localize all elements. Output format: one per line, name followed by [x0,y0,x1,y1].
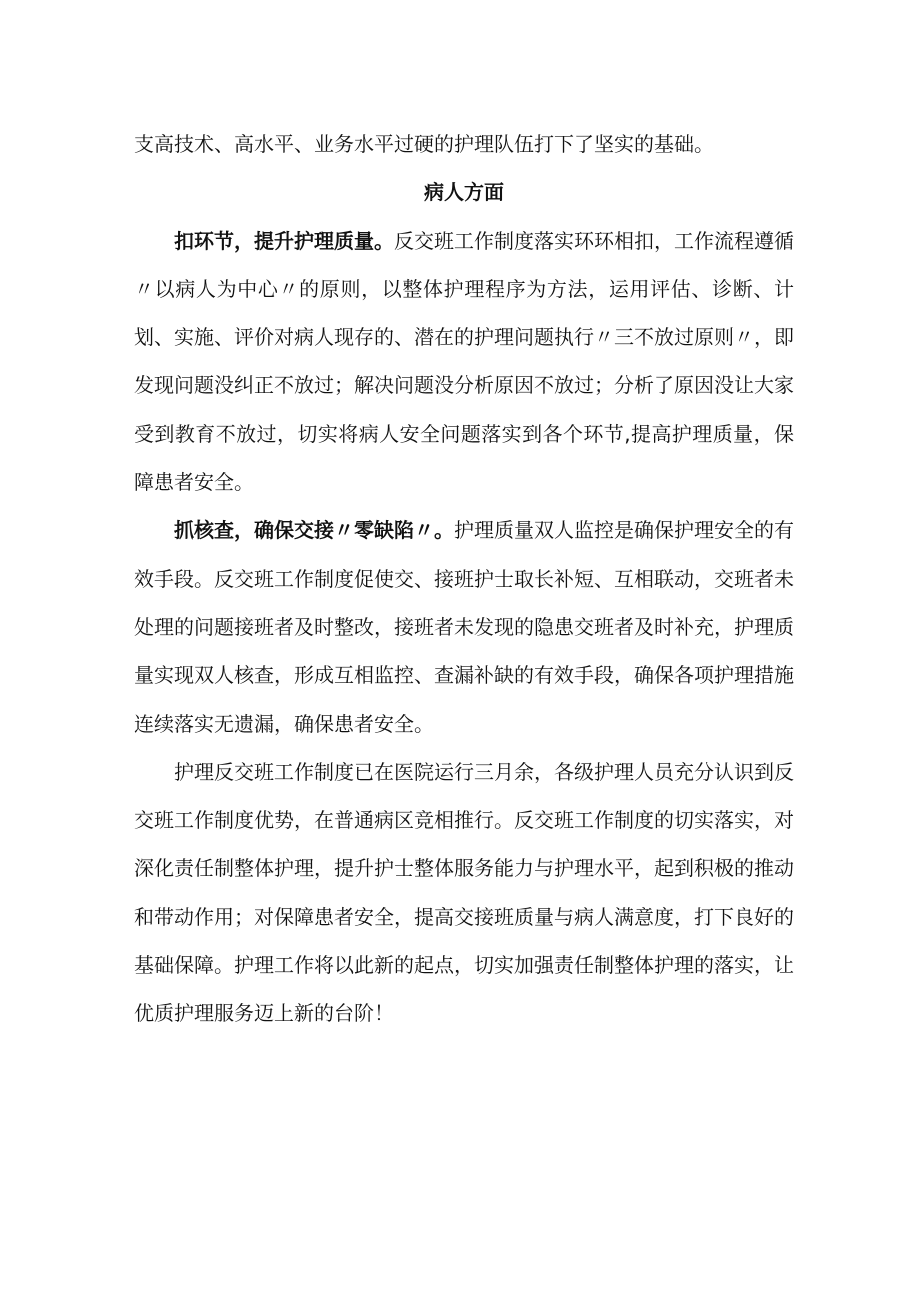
paragraph-lead: 抓核查，确保交接〃零缺陷〃。 [174,518,454,543]
document-body [134,120,794,1038]
continuation-text: 支高技术、高水平、业务水平过硬的护理队伍打下了坚实的基础。 [134,132,714,156]
paragraph-body: 护理质量双人监控是确保护理安全的有效手段。反交班工作制度促使交、接班护士取长补短、互相联动，交班者未处理的问题接班者及时整改，接班者未发现的隐患交班者及时补充，护理质量实现双人核查，形成互相监控、查漏补缺的有效手段，确保各项护理措施连续落实无遗漏，确保患者安全。 [134,518,794,736]
continuation-paragraph [134,120,794,168]
paragraph-checkpoints [134,217,794,507]
paragraph-body: 反交班工作制度落实环环相扣，工作流程遵循〃以病人为中心〃的原则，以整体护理程序为方法，运用评估、诊断、计划、实施、评价对病人现存的、潜在的护理问题执行〃三不放过原则〃，即发现问题没纠正不放过；解决问题没分析原因不放过；分析了原因没让大家受到教育不放过，切实将病人安全问题落实到各个环节,提高护理质量，保障患者安全。 [134,228,794,495]
paragraph-lead: 扣环节，提升护理质量。 [174,228,394,253]
paragraph-conclusion [134,748,794,1038]
paragraph-body: 护理反交班工作制度已在医院运行三月余，各级护理人员充分认识到反交班工作制度优势，在普通病区竞相推行。反交班工作制度的切实落实，对深化责任制整体护理，提升护士整体服务能力与护理水平，起到积极的推动和带动作用；对保障患者安全，提高交接班质量与病人满意度，打下良好的基础保障。护理工作将以此新的起点，切实加强责任制整体护理的落实，让优质护理服务迈上新的台阶！ [134,759,794,1026]
paragraph-verification [134,506,794,747]
section-heading: 病人方面 [424,180,504,205]
